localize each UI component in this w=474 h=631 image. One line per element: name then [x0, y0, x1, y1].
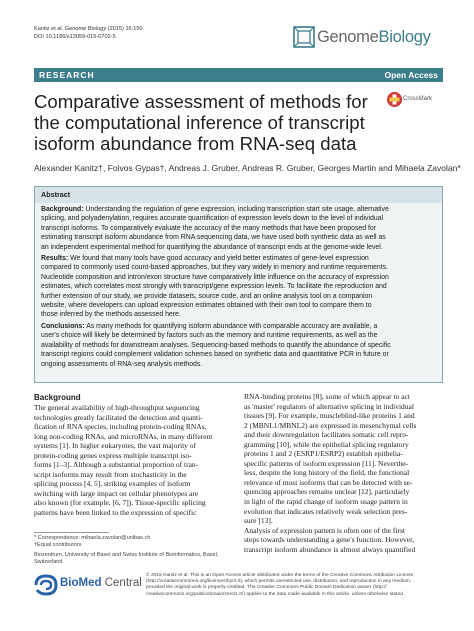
logo-word-biology: Biology: [378, 28, 431, 46]
abstract-line: transcript isoforms. To comparatively evaluate the accuracy of the many methods that have been proposed for: [41, 224, 377, 232]
biomed-central-icon: [34, 574, 58, 596]
body-line: systems [1]. In higher eukaryotes, the vast majority of: [34, 441, 197, 451]
abstract-line: splicing, and polyadenylation, requires accurate quantification of expression levels down to the level of individual: [41, 215, 384, 223]
license-line: (http://creativecommons.org/licenses/by/4.0), which permits unrestricted use, distribution, and reproduction in any medium,: [146, 579, 412, 585]
abstract-line: an independent experimental method for quantifying the abundance of transcript ends at the genome-wide level.: [41, 243, 383, 251]
abstract-line: compared to commonly used count-based approaches, but they vary widely in memory and runtime requirements.: [41, 264, 388, 272]
body-line: long non-coding RNAs, and microRNAs, in many different: [34, 431, 213, 441]
body-column-right: [244, 392, 443, 554]
body-line: relevance of most isoforms that can be detected with se-: [244, 477, 413, 487]
abstract-line: those inferred by the methods assessed here.: [41, 311, 181, 319]
abstract-line: estimates, which correlates most strongly with transcript/gene expression levels. To facilitate the reproduction and: [41, 283, 387, 291]
abstract-line: estimating transcript isoform abundance from RNA sequencing data, we have used both synthetic data as well as: [41, 234, 386, 242]
affiliation-note: Switzerland: [34, 558, 63, 565]
body-line: transcript isoform abundance is almost always quantified: [244, 544, 416, 554]
bmc-word-central: Central: [101, 577, 142, 589]
body-paragraph: [34, 403, 231, 518]
body-line: gramming [10], while the epithelial splicing regulatory: [244, 439, 409, 449]
body-line: RNA-binding proteins [8], some of which appear to act: [244, 392, 410, 401]
body-line: splicing process [4, 5], striking examples of isoform: [34, 479, 191, 489]
footnotes: [34, 535, 231, 566]
article-type-label: RESEARCH: [39, 70, 95, 80]
body-line: proteins 1 and 2 (ESRP1/ESRP2) establish epithelia-: [244, 449, 403, 459]
open-access-label: Open Access: [384, 70, 438, 80]
journal-logo[interactable]: [293, 26, 443, 48]
abstract-box: [34, 186, 443, 383]
citation-line: [34, 25, 143, 33]
body-line: steps towards understanding a gene's function. However,: [244, 535, 415, 545]
body-paragraph: [244, 392, 443, 554]
license-line: © 2015 Kanitz et al. This is an Open Access article distributed under the terms of the Creative Commons Attribution License: [146, 573, 414, 578]
body-line: script isoforms may result from stochasticity in the: [34, 469, 187, 479]
abstract-line: transcript regions could complement validation schemes based on synthetic data and quantitative PCR in future or: [41, 351, 389, 359]
article-type-banner: [34, 68, 443, 82]
abstract-heading: Abstract: [41, 190, 71, 199]
abstract-line: website, where developers can upload expression estimates obtained with their own tool to compare them to: [41, 302, 372, 310]
abstract-background-label: Background:: [41, 206, 84, 213]
publisher-logo[interactable]: [34, 572, 144, 596]
crossmark-icon: [387, 92, 402, 107]
abstract-line: [41, 205, 439, 214]
abstract-line: [41, 322, 439, 331]
crossmark-badge[interactable]: [387, 92, 447, 112]
title-line: Comparative assessment of methods for: [34, 91, 368, 112]
body-line: specific patterns of isoform expression [11]. Neverthe-: [244, 458, 409, 468]
abstract-text: Understanding the regulation of gene expression, including transcription start site usage, alternative: [85, 206, 389, 213]
body-line: evolution that indicates relatively weak selection pres-: [244, 506, 408, 516]
citation-year-pages: (2015) 16:150: [107, 26, 143, 32]
license-text: [146, 573, 443, 598]
body-line: sure [13].: [244, 516, 273, 526]
abstract-header: [35, 187, 442, 203]
crossmark-label: CrossMark: [403, 96, 433, 102]
equal-contributors-note: †Equal contributors: [34, 542, 82, 549]
journal-logo-text: [317, 27, 431, 47]
citation-journal: Genome Biology: [64, 26, 107, 32]
license-line: provided the original work is properly credited. The Creative Commons Public Domain Dedication waiver (http://: [146, 585, 387, 591]
section-heading-background: Background: [34, 393, 81, 402]
author-list: Alexander Kanitz†, Foivos Gypas†, Andreas J. Gruber, Andreas R. Gruber, Georges Martin and Mihaela Zavolan*: [34, 163, 461, 173]
citation-authors: Kanitz et al.: [34, 26, 64, 32]
abstract-line: Nucleotide composition and intron/exon structure have comparatively little influence on the accuracy of expression: [41, 273, 389, 281]
title-line: the computational inference of transcript: [34, 112, 365, 133]
publisher-logo-text: [60, 577, 142, 589]
affiliation-note: Biozentrum, University of Basel and Swiss Institute of Bioinformatics, Basel,: [34, 551, 219, 558]
citation-block: [34, 25, 143, 41]
body-line: tissues [9]. For example, muscleblind-like proteins 1 and: [244, 411, 415, 421]
body-line: forms [1–3]. Although a substantial proportion of tran-: [34, 460, 199, 470]
body-line: technologies greatly facilitated the detection and quanti-: [34, 412, 203, 422]
abstract-results-label: Results:: [41, 255, 69, 263]
abstract-conclusions-label: Conclusions:: [41, 322, 85, 330]
body-column-left: [34, 392, 231, 518]
body-line: quencing approaches remains unclear [12], particularly: [244, 487, 410, 497]
doi-line[interactable]: DOI 10.1186/s13059-015-0702-5: [34, 34, 116, 40]
body-line: less, despite the long history of the field, the functional: [244, 468, 410, 478]
abstract-body: [41, 205, 439, 369]
abstract-line: ongoing assessments of RNA-seq analysis methods.: [41, 360, 203, 368]
logo-word-genome: Genome: [317, 28, 379, 46]
abstract-line: availability of methods for downstream analyses. Sequencing-based methods to quantify the abundance of specific: [41, 341, 391, 349]
body-line: The general availability of high-throughput sequencing: [34, 403, 200, 412]
abstract-line: user's choice will likely be determined by factors such as the memory and runtime requirements, as well as the: [41, 332, 378, 340]
body-line: in light of the rapid change of isoform usage pattern in: [244, 497, 408, 507]
body-line: 2 (MBNL1/MBNL2) are expressed in mesenchymal cells: [244, 420, 417, 430]
bmc-word-biomed: BioMed: [60, 577, 102, 589]
body-line: protein-coding genes express multiple transcript iso-: [34, 450, 192, 460]
correspondence-note[interactable]: * Correspondence: mihaela.zavolan@unibas.ch: [34, 535, 151, 541]
journal-logo-icon: [293, 26, 315, 48]
body-line: Analysis of expression pattern is often one of the first: [244, 525, 406, 535]
body-line: fication of RNA species, including protein-coding RNAs,: [34, 422, 207, 432]
license-line: creativecommons.org/publicdomain/zero/1.0/) applies to the data made available in this article, unless otherwise stated.: [146, 591, 405, 597]
abstract-text: We found that many tools have good accuracy and yield better estimates of gene-level expression: [70, 255, 369, 263]
body-line: also known (for example, [6, 7]). Tissue-specific splicing: [34, 498, 206, 508]
body-line: patterns have been linked to the expression of specific: [34, 508, 197, 518]
body-line: switching with large impact on cellular phenotypes are: [34, 488, 199, 498]
footnote-divider: [34, 532, 109, 533]
body-line: and their downregulation facilitates somatic cell repro-: [244, 430, 409, 440]
title-line: isoform abundance from RNA-seq data: [34, 133, 357, 154]
body-line: as 'master' regulators of alternative splicing in individual: [244, 401, 414, 411]
article-title: [34, 91, 384, 154]
abstract-line: [41, 254, 439, 263]
abstract-line: further extension of our study, we provide datasets, source code, and an online analysis tool on a companion: [41, 292, 373, 300]
abstract-text: As many methods for quantifying isoform abundance with comparable accuracy are available, a: [86, 322, 378, 330]
